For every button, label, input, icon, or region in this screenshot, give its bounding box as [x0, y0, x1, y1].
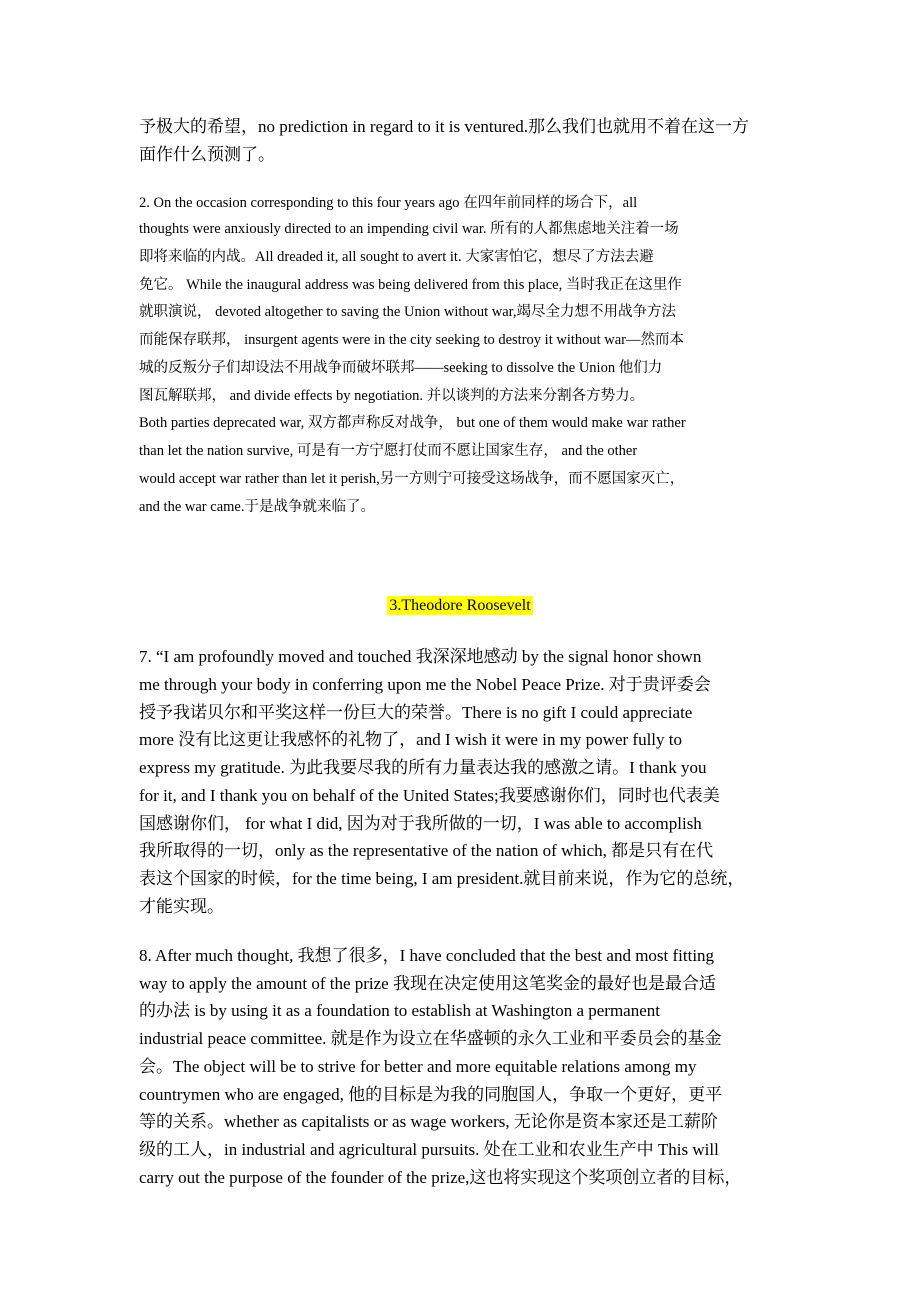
- text-line: 表这个国家的时候，for the time being, I am president.就目前来说，作为它的总统，: [139, 869, 745, 888]
- text-line: carry out the purpose of the founder of the prize,这也将实现这个奖项创立者的目标，: [139, 1168, 742, 1187]
- text-line: 7. “I am profoundly moved and touched 我深深地感动 by the signal honor shown: [139, 647, 702, 666]
- text-line: countrymen who are engaged, 他的目标是为我的同胞国人，争取一个更好，更平: [139, 1085, 723, 1104]
- text-line: 城的反叛分子们却设法不用战争而破坏联邦——seeking to dissolve the Union 他们力: [139, 360, 663, 376]
- text-line: 级的工人，in industrial and agricultural pursuits. 处在工业和农业生产中 This will: [139, 1140, 719, 1159]
- text-line: express my gratitude. 为此我要尽我的所有力量表达我的感激之请。I thank you: [139, 758, 707, 777]
- text-line: 的办法 is by using it as a foundation to establish at Washington a permanent: [139, 1001, 660, 1020]
- section-heading: [0, 598, 920, 614]
- text-line: 8. After much thought, 我想了很多，I have concluded that the best and most fitting: [139, 946, 715, 965]
- text-line: Both parties deprecated war, 双方都声称反对战争， but one of them would make war rather: [139, 415, 686, 431]
- text-line: way to apply the amount of the prize 我现在决定使用这笔奖金的最好也是最合适: [139, 974, 716, 993]
- text-line: industrial peace committee. 就是作为设立在华盛顿的永久工业和平委员会的基金: [139, 1029, 722, 1048]
- text-line: 免它。 While the inaugural address was being delivered from this place, 当时我正在这里作: [139, 277, 682, 293]
- text-line: 面作什么预测了。: [139, 145, 275, 164]
- text-line: 我所取得的一切，only as the representative of the nation of which, 都是只有在代: [139, 841, 714, 860]
- text-line: 即将来临的内战。All dreaded it, all sought to avert it. 大家害怕它，想尽了方法去避: [139, 249, 654, 265]
- text-line: 授予我诺贝尔和平奖这样一份巨大的荣誉。There is no gift I could appreciate: [139, 703, 693, 722]
- text-line: and the war came.于是战争就来临了。: [139, 499, 375, 515]
- text-line: 2. On the occasion corresponding to this four years ago 在四年前同样的场合下，all: [139, 195, 638, 211]
- text-line: 国感谢你们， for what I did, 因为对于我所做的一切，I was able to accomplish: [139, 814, 702, 833]
- text-line: would accept war rather than let it perish,另一方则宁可接受这场战争，而不愿国家灭亡，: [139, 471, 685, 487]
- text-line: thoughts were anxiously directed to an impending civil war. 所有的人都焦虑地关注着一场: [139, 221, 679, 237]
- text-line: than let the nation survive, 可是有一方宁愿打仗而不愿让国家生存， and the other: [139, 443, 638, 459]
- text-line: more 没有比这更让我感怀的礼物了，and I wish it were in my power fully to: [139, 730, 682, 749]
- text-line: 图瓦解联邦， and divide effects by negotiation. 并以谈判的方法来分割各方势力。: [139, 388, 645, 404]
- text-line: 会。The object will be to strive for better and more equitable relations among my: [139, 1057, 697, 1076]
- text-line: 才能实现。: [139, 897, 224, 916]
- text-line: me through your body in conferring upon me the Nobel Peace Prize. 对于贵评委会: [139, 675, 711, 694]
- text-line: 就职演说， devoted altogether to saving the Union without war,竭尽全力想不用战争方法: [139, 304, 677, 320]
- section-heading-text: 3.Theodore Roosevelt: [389, 597, 531, 614]
- text-line: for it, and I thank you on behalf of the United States;我要感谢你们，同时也代表美: [139, 786, 720, 805]
- text-line: 予极大的希望，no prediction in regard to it is ventured.那么我们也就用不着在这一方: [139, 117, 750, 136]
- text-line: 等的关系。whether as capitalists or as wage workers, 无论你是资本家还是工薪阶: [139, 1112, 718, 1131]
- text-line: 而能保存联邦， insurgent agents were in the city seeking to destroy it without war—然而本: [139, 332, 685, 348]
